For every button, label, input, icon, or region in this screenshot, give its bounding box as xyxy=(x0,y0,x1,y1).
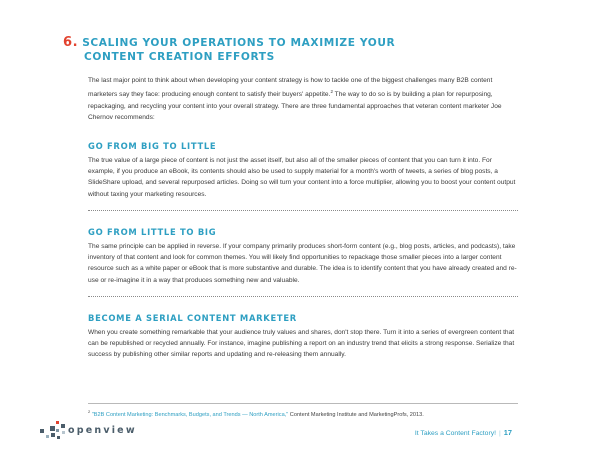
page-footer xyxy=(415,428,512,437)
paragraph-big-to-little: The true value of a large piece of content is not just the asset itself, but also all of the smaller pieces of content that you can turn it into. For example, if you produce an eBook, its contents should also be used to supply material for a month's worth of tweets, a series of blog posts, a SlideShare upload, and several repurposed articles. Doing so will turn your content into a force multiplier, allowing you to boost your content output without taxing your marketing resources. xyxy=(88,157,516,198)
subheading-little-to-big: GO FROM LITTLE TO BIG xyxy=(88,227,217,237)
section-heading-line2: CONTENT CREATION EFFORTS xyxy=(84,51,275,63)
intro-text: The last major point to think about when developing your content strategy is how to tackle one of the biggest challenges many B2B content marketers say they face: producing enough content to satisfy their buyers' appetite. xyxy=(88,77,493,99)
intro-paragraph xyxy=(88,75,520,123)
brand-wordmark: openview xyxy=(68,425,137,436)
page-number: 17 xyxy=(503,428,512,437)
section-heading xyxy=(63,36,523,64)
paragraph-little-to-big: The same principle can be applied in reverse. If your company primarily produces short-form content (e.g., blog posts, articles, and podcasts), take inventory of that content and look for common themes. You will likely find opportunities to repackage those smaller pieces into a larger content resource such as a white paper or eBook that is more substantive and durable. The idea is to identify content that you have already created and re-use or re-imagine it in a way that produces something new and valuable. xyxy=(88,243,517,284)
subheading-big-to-little: GO FROM BIG TO LITTLE xyxy=(88,141,217,151)
footnote-title: "B2B Content Marketing: Benchmarks, Budgets, and Trends — North America," xyxy=(91,411,289,418)
footnote-number: 2 xyxy=(88,409,91,414)
subheading-serial-content: BECOME A SERIAL CONTENT MARKETER xyxy=(88,313,297,323)
section-heading-line1: SCALING YOUR OPERATIONS TO MAXIMIZE YOUR xyxy=(82,37,396,49)
section-number: 6. xyxy=(63,35,79,50)
footnote-rule xyxy=(88,403,518,404)
section-divider xyxy=(88,210,518,211)
intro-text-continued: The way to do so is by building a plan for repurposing, repackaging, and recycling your content into your overall strategy. There are three fundamental approaches that veteran content marketer Joe Chernov recommends: xyxy=(88,91,502,121)
footnote xyxy=(88,409,528,418)
footnote-reference: 2 xyxy=(330,89,333,95)
book-title: It Takes a Content Factory! xyxy=(414,430,496,437)
section-divider xyxy=(88,296,518,297)
footer-separator: | xyxy=(499,430,501,437)
paragraph-serial-content: When you create something remarkable that your audience truly values and shares, don't stop there. Turn it into a series of evergreen content that can be republished or recycled annually. For instance, imagine publishing a report on an industry trend that elicits a strong response. Serialize that success by publishing other similar reports and updating and re-releasing them annually. xyxy=(88,329,515,359)
footnote-source: Content Marketing Institute and MarketingProfs, 2013. xyxy=(288,411,424,418)
